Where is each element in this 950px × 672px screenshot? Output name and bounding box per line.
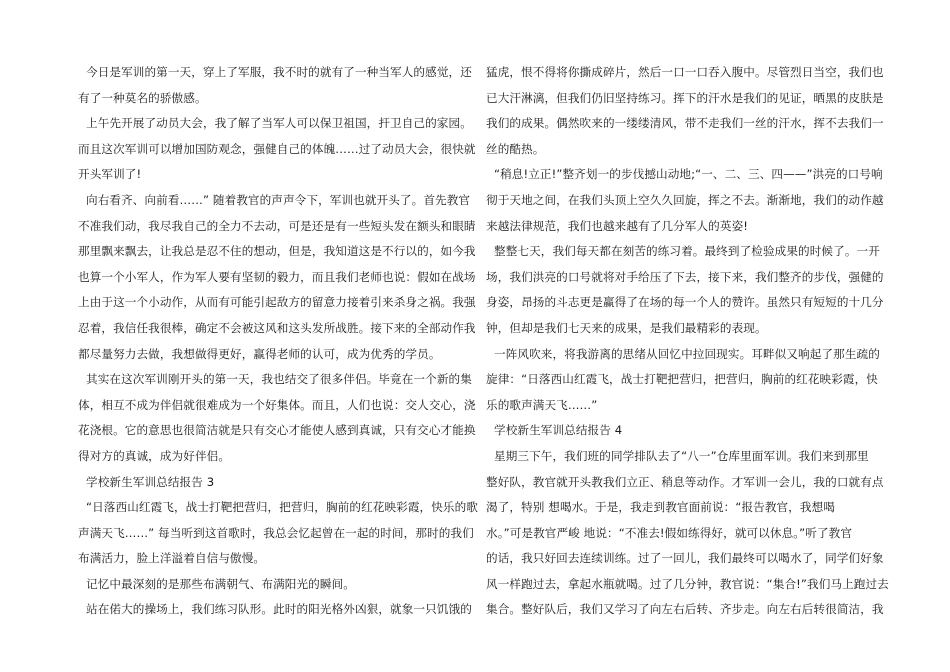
text-line: 我们的成果。偶然吹来的一缕缕清风，带不走我们一丝的汗水，挥不去我们一 xyxy=(486,116,884,131)
text-line: 整整七天，我们每天都在刻苦的练习着。最终到了检验成果的时候了。一开 xyxy=(494,244,880,259)
text-line: “稍息!立正!”整齐划一的步伐撼山动地;“一、二、三、四——”洪亮的口号响 xyxy=(494,167,883,182)
text-line: 一阵风吹来，将我游离的思绪从回忆中拉回现实。耳畔似又响起了那生疏的 xyxy=(494,346,880,361)
text-line: 的话，我只好回去连续训练。过了一回儿，我们最终可以喝水了，同学们好象 xyxy=(486,551,884,566)
text-line: 那里飘来飘去，让我总是忍不住的想动，但是，我知道这是不行以的，如今我 xyxy=(78,244,476,259)
text-line: 来越法律规范，我们也越来越有了几分军人的英姿! xyxy=(486,218,749,233)
text-line: 声满天飞……” 每当听到这首歌时，我总会忆起曾在一起的时间，那时的我们 xyxy=(78,525,474,540)
text-line: 而且这次军训可以增加国防观念，强健自己的体魄……过了动员大会，很快就 xyxy=(78,141,476,156)
text-line: 记忆中最深刻的是那些布满朝气、布满阳光的瞬间。 xyxy=(86,576,355,591)
text-line: 渴了，特别 想喝水。于是，我走到教官面前说：“报告教官，我想喝 xyxy=(486,500,836,515)
text-line: 猛虎，恨不得将你撕成碎片，然后一口一口吞入腹中。尽管烈日当空，我们也 xyxy=(486,65,884,79)
text-line: 身姿，昂扬的斗志更是赢得了在场的每一个人的赞许。虽然只有短短的十几分 xyxy=(486,295,884,310)
text-line: 忍着，我信任我很棒，确定不会被这风和这头发所战胜。接下来的全部动作我 xyxy=(78,320,476,335)
text-line: 其实在这次军训刚开头的第一天，我也结交了很多伴侣。毕竟在一个新的集 xyxy=(86,372,472,387)
text-line: 场，我们洪亮的口号就将对手给压了下去，接下来，我们整齐的步伐，强健的 xyxy=(486,269,884,284)
text-line: 彻于天地之间，在我们头顶上空久久回旋，挥之不去。渐渐地，我们的动作越 xyxy=(486,192,884,207)
text-line: 整好队，教官就开头教我们立正、稍息等动作。才军训一会儿，我的口就有点 xyxy=(486,474,884,489)
text-line: 上由于这一个小动作，从而有可能引起敌方的留意力接着引来杀身之祸。我强 xyxy=(78,295,476,310)
text-line: 旋律：“日落西山红霞飞，战士打靶把营归，把营归，胸前的红花映彩霞，快 xyxy=(486,372,879,387)
right-column xyxy=(486,60,889,623)
text-line: 得对方的真诚，成为好伴侣。 xyxy=(78,448,231,463)
text-line: “日落西山红霞飞，战士打靶把营归，把营归，胸前的红花映彩霞，快乐的歌 xyxy=(86,500,479,515)
text-line: 花浇根。它的意思也很简洁就是只有交心才能使人感到真诚，只有交心才能换 xyxy=(78,423,476,438)
text-line: 学校新生军训总结报告 4 xyxy=(494,423,623,438)
text-line: 站在偌大的操场上，我们练习队形。此时的阳光格外凶狠，就象一只饥饿的 xyxy=(86,602,472,617)
text-line: 不准我们动，我尽我自己的全力不去动，可是还是有一些短头发在额头和眼睛 xyxy=(78,218,476,233)
text-line: 学校新生军训总结报告 3 xyxy=(86,474,215,489)
text-line: 丝的酷热。 xyxy=(486,141,545,156)
text-line: 布满活力，脸上洋溢着自信与傲慢。 xyxy=(78,551,266,566)
text-line: 都尽量努力去做，我想做得更好，赢得老师的认可，成为优秀的学员。 xyxy=(78,346,441,361)
text-line: 上午先开展了动员大会，我了解了当军人可以保卫祖国，扞卫自己的家园。 xyxy=(86,116,472,131)
text-line: 星期三下午，我们班的同学排队去了“八一”仓库里面军训。我们来到那里 xyxy=(494,448,869,463)
text-line: 也算一个小军人，作为军人要有坚韧的毅力，而且我们老师也说：假如在战场 xyxy=(78,269,476,284)
left-column xyxy=(78,60,479,623)
text-line: 已大汗淋漓，但我们仍旧坚持练习。挥下的汗水是我们的见证，晒黑的皮肤是 xyxy=(486,90,884,105)
text-line: 水。”可是教官严峻 地说：“不准去!假如练得好，就可以休息。”听了教官 xyxy=(486,525,853,540)
text-line: 向右看齐、向前看……” 随着教官的声声令下，军训也就开头了。首先教官 xyxy=(86,192,471,207)
text-line: 体，相互不成为伴侣就很难成为一个好集体。而且，人们也说：交人交心，浇 xyxy=(78,397,476,412)
text-line: 乐的歌声满天飞……” xyxy=(486,397,598,412)
text-line: 钟，但却是我们七天来的成果，是我们最精彩的表现。 xyxy=(486,320,767,335)
text-line: 开头军训了! xyxy=(78,167,142,182)
text-line: 集合。整好队后，我们又学习了向左右后转、齐步走。向左右后转很简洁，我 xyxy=(486,602,884,617)
text-line: 有了一种莫名的骄傲感。 xyxy=(78,90,207,105)
text-line: 风一样跑过去，拿起水瓶就喝。过了几分钟，教官说：“集合!”我们马上跑过去 xyxy=(486,576,889,591)
text-line: 今日是军训的第一天，穿上了军服，我不时的就有了一种当军人的感觉，还 xyxy=(86,65,472,79)
